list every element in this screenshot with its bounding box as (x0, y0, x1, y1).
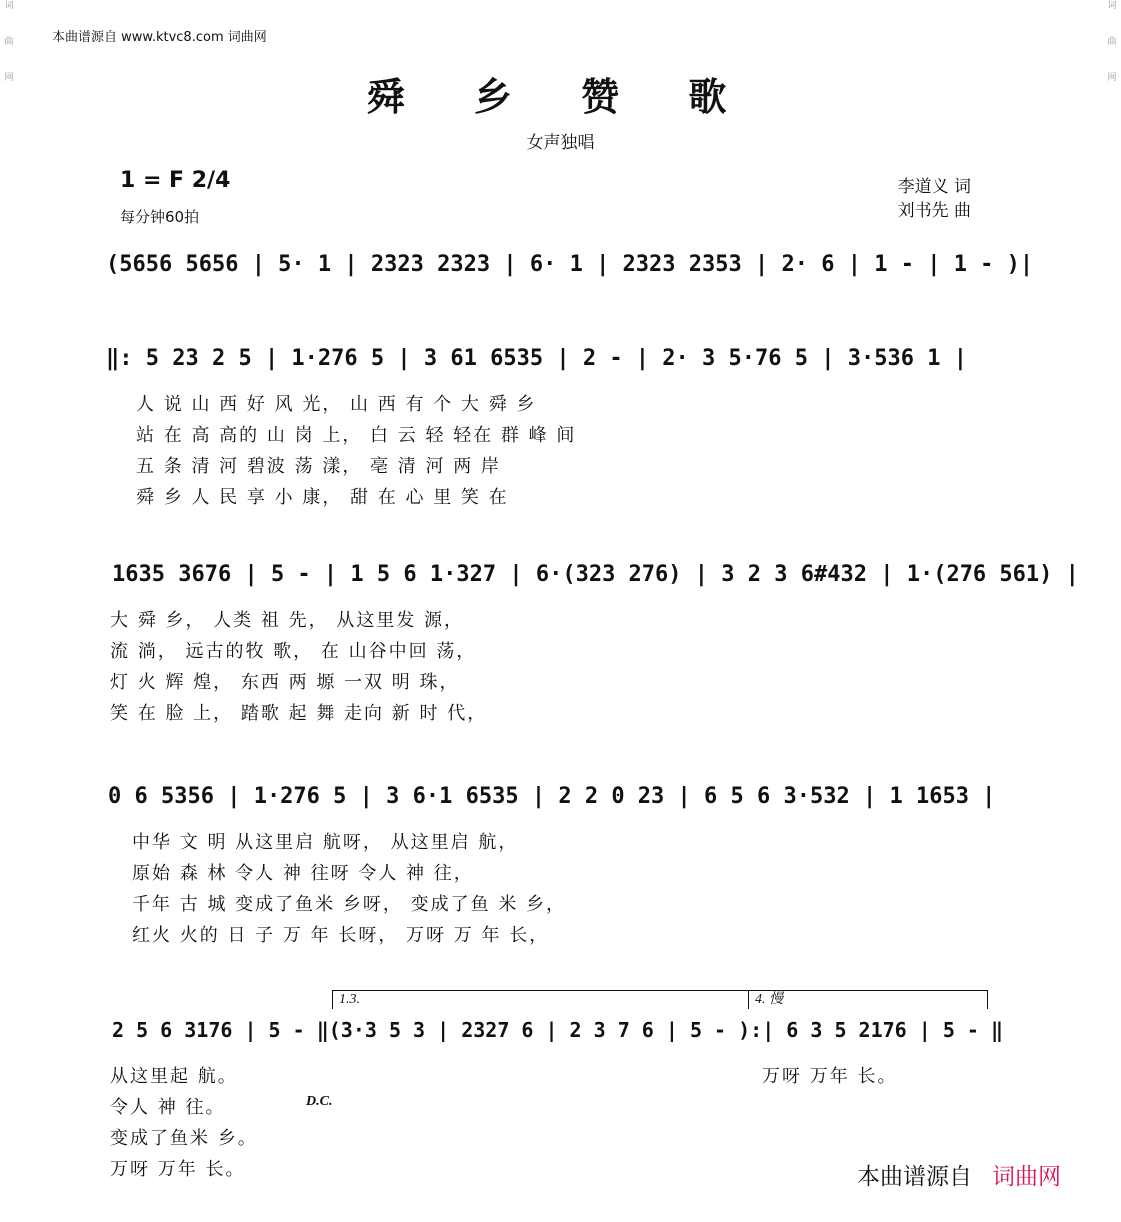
notation-row-2: 1635 3676 | 5 - | 1 5 6 1·327 | 6·(323 276) | 3 2 3 6#432 | 1·(276 561) | (112, 562, 1079, 587)
volta-final-ending: 4. 慢 (748, 990, 988, 1009)
bottom-logo (857, 1158, 1061, 1191)
dc-marking: D.C. (306, 1094, 333, 1109)
notation-row-1: ‖: 5 23 2 5 | 1·276 5 | 3 61 6535 | 2 - | 2· 3 5·76 5 | 3·536 1 | (106, 346, 967, 371)
lyric-line: 流 淌， 远古的牧 歌， 在 山谷中回 荡， (110, 641, 477, 662)
lyric-line: 令人 神 往。 (110, 1097, 226, 1118)
notation-row-4: 2 5 6 3176 | 5 - ‖(3·3 5 3 | 2327 6 | 2 3 7 6 | 5 - ):| 6 3 5 2176 | 5 - ‖ (112, 1018, 1004, 1042)
side-mark: 词 (4, 1, 14, 11)
lyric-line: 舜 乡 人 民 享 小 康， 甜 在 心 里 笑 在 (136, 487, 509, 508)
lyric-line: 人 说 山 西 好 风 光， 山 西 有 个 大 舜 乡 (136, 394, 537, 415)
bottom-logo-text: 本曲谱源自 (857, 1164, 972, 1190)
coda-lyric: 万呀 万年 长。 (762, 1066, 898, 1087)
song-title: 舜 乡 赞 歌 (366, 74, 755, 119)
volta-first-ending: 1.3. (332, 990, 749, 1009)
side-mark: 词 (1107, 1, 1117, 11)
tempo-marking: 每分钟60拍 (120, 208, 200, 226)
key-signature: 1 = F 2/4 (120, 168, 231, 193)
lyric-line: 从这里起 航。 (110, 1066, 238, 1087)
lyric-line: 五 条 清 河 碧波 荡 漾， 亳 清 河 两 岸 (136, 456, 501, 477)
lyric-line: 原始 森 林 令人 神 往呀 令人 神 往， (132, 863, 474, 884)
lyric-line: 大 舜 乡， 人类 祖 先， 从这里发 源， (110, 610, 465, 631)
lyric-line: 变成了鱼米 乡。 (110, 1128, 258, 1149)
left-side-watermark (2, 0, 16, 1222)
composer-credit: 刘书先 曲 (897, 201, 971, 221)
notation-row-intro: (5656 5656 | 5· 1 | 2323 2323 | 6· 1 | 2323 2353 | 2· 6 | 1 - | 1 - )| (106, 252, 1034, 277)
side-mark: 网 (4, 73, 14, 83)
right-side-watermark (1105, 0, 1119, 1222)
lyric-line: 灯 火 辉 煌， 东西 两 塬 一双 明 珠， (110, 672, 460, 693)
side-mark: 曲 (1107, 37, 1117, 47)
notation-row-3: 0 6 5356 | 1·276 5 | 3 6·1 6535 | 2 2 0 23 | 6 5 6 3·532 | 1 1653 | (108, 784, 996, 809)
side-mark: 曲 (4, 37, 14, 47)
bottom-logo-brand: 词曲网 (992, 1164, 1061, 1190)
lyric-line: 笑 在 脸 上， 踏歌 起 舞 走向 新 时 代， (110, 703, 488, 724)
side-mark: 网 (1107, 73, 1117, 83)
lyric-line: 站 在 高 高的 山 岗 上， 白 云 轻 轻在 群 峰 间 (136, 425, 577, 446)
lyric-line: 红火 火的 日 子 万 年 长呀， 万呀 万 年 长， (132, 925, 550, 946)
lyric-line: 中华 文 明 从这里启 航呀， 从这里启 航， (132, 832, 519, 853)
top-watermark: 本曲谱源自 www.ktvc8.com 词曲网 (52, 30, 267, 45)
lyric-line: 千年 古 城 变成了鱼米 乡呀， 变成了鱼 米 乡， (132, 894, 567, 915)
lyricist-credit: 李道义 词 (897, 177, 971, 197)
lyric-line: 万呀 万年 长。 (110, 1159, 246, 1180)
song-subtitle: 女声独唱 (526, 133, 595, 153)
